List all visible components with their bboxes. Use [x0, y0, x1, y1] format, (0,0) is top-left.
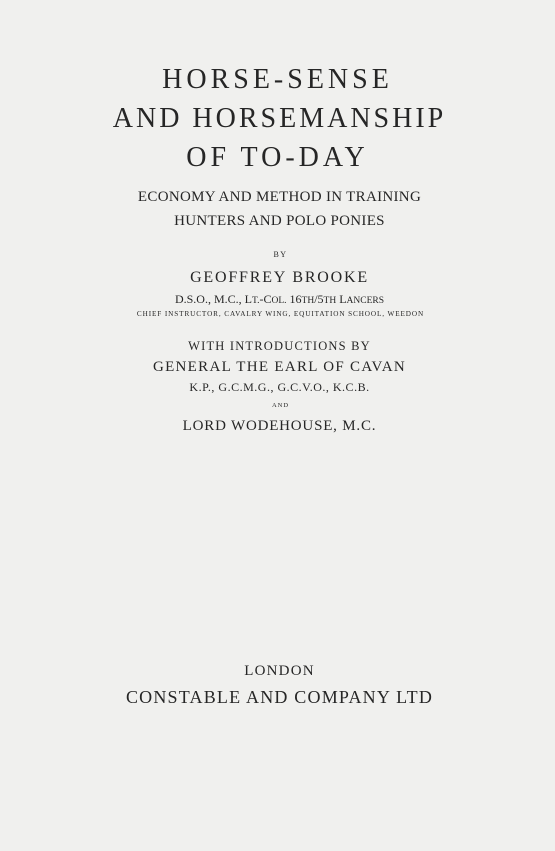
conjunction-and: AND: [271, 402, 290, 409]
quals-part: 16: [286, 292, 302, 306]
quals-part: TH: [301, 296, 315, 306]
introduction-author-1: GENERAL THE EARL OF CAVAN: [152, 359, 407, 375]
introduction-author-2: LORD WODEHOUSE, M.C.: [182, 418, 377, 434]
subtitle-line-2: HUNTERS AND POLO PONIES: [174, 213, 385, 229]
publication-place: LONDON: [244, 663, 315, 679]
book-title-line-3: OF TO-DAY: [186, 142, 369, 173]
introduction-author-1-honours: K.P., G.C.M.G., G.C.V.O., K.C.B.: [189, 380, 370, 394]
quals-part: TH: [323, 296, 337, 306]
author-position: CHIEF INSTRUCTOR, CAVALRY WING, EQUITATION SCHOOL, WEEDON: [136, 310, 425, 318]
quals-part: ANCERS: [346, 296, 385, 306]
introductions-heading: WITH INTRODUCTIONS BY: [188, 339, 371, 353]
by-label: BY: [273, 250, 288, 259]
quals-part: /5: [314, 292, 324, 306]
quals-part: OL.: [271, 296, 287, 306]
subtitle-line-1: ECONOMY AND METHOD IN TRAINING: [137, 189, 422, 205]
book-title-line-2: AND HORSEMANSHIP: [112, 103, 447, 134]
quals-part: D.S.O., M.C., L: [174, 292, 252, 306]
publisher-name: CONSTABLE AND COMPANY LTD: [125, 687, 434, 707]
quals-part: -C: [259, 292, 272, 306]
quals-part: L: [336, 292, 347, 306]
author-name: GEOFFREY BROOKE: [190, 269, 369, 286]
author-qualifications: [2, 293, 555, 307]
quals-part: T.: [251, 296, 260, 306]
book-title-line-1: HORSE-SENSE: [162, 64, 393, 95]
